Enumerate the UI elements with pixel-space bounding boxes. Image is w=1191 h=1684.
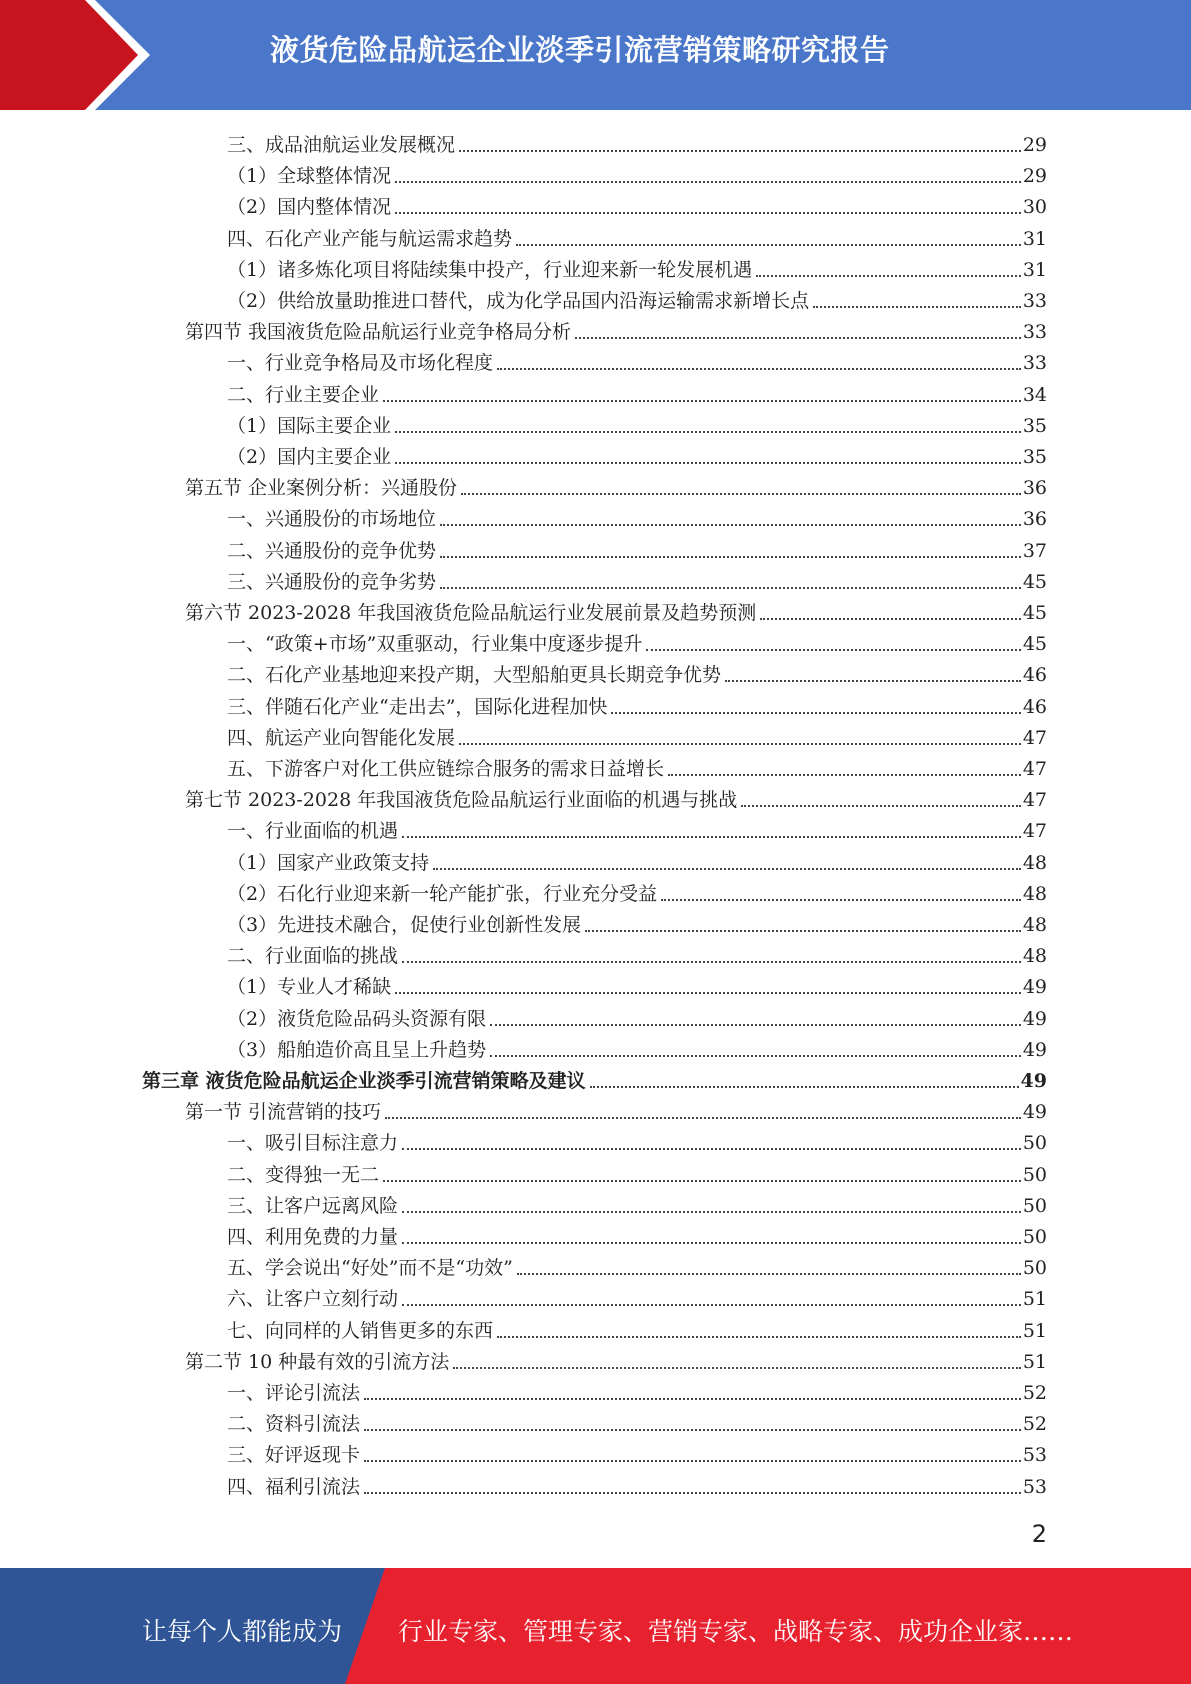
toc-entry[interactable] — [227, 1031, 1047, 1062]
toc-entry[interactable] — [185, 1343, 1047, 1374]
toc-entry-page: 51 — [1022, 1319, 1047, 1342]
toc-entry-page: 31 — [1022, 258, 1047, 281]
toc-entry-title: 一、行业竞争格局及市场化程度 — [227, 352, 494, 375]
toc-dot-leader — [760, 617, 1021, 620]
page-number: 2 — [1031, 1520, 1047, 1548]
toc-entry-page: 36 — [1022, 508, 1047, 531]
toc-entry[interactable] — [227, 188, 1047, 219]
toc-dot-leader — [385, 1116, 1021, 1119]
toc-entry-page: 48 — [1022, 914, 1047, 936]
toc-entry-title: 第四节 我国液货危险品航运行业竞争格局分析 — [185, 321, 572, 344]
toc-entry-page: 34 — [1022, 383, 1047, 406]
toc-dot-leader — [383, 1179, 1021, 1182]
toc-entry[interactable] — [227, 157, 1047, 188]
toc-dot-leader — [440, 523, 1021, 526]
toc-entry-title: 三、成品油航运业发展概况 — [227, 134, 456, 156]
toc-dot-leader — [383, 399, 1021, 402]
toc-entry-title: （2）液货危险品码头资源有限 — [227, 1007, 487, 1030]
toc-dot-leader — [490, 1023, 1021, 1026]
toc-entry[interactable] — [185, 313, 1047, 344]
toc-entry-title: （2）国内主要企业 — [227, 446, 392, 468]
toc-entry-page: 49 — [1022, 1101, 1047, 1124]
toc-dot-leader — [459, 149, 1021, 152]
toc-dot-leader — [440, 586, 1021, 589]
toc-entry[interactable] — [185, 1093, 1047, 1124]
toc-dot-leader — [364, 1397, 1021, 1400]
toc-entry-page: 47 — [1022, 820, 1047, 843]
toc-entry-title: 一、评论引流法 — [227, 1382, 361, 1404]
toc-dot-leader — [461, 492, 1021, 495]
toc-dot-leader — [402, 1147, 1021, 1150]
toc-dot-leader — [440, 555, 1021, 558]
toc-entry-title: （2）国内整体情况 — [227, 196, 392, 219]
toc-dot-leader — [459, 742, 1021, 745]
toc-entry-page: 51 — [1022, 1350, 1047, 1373]
toc-entry-title: （1）国际主要企业 — [227, 414, 392, 437]
toc-entry[interactable] — [227, 1249, 1047, 1280]
toc-entry-page: 49 — [1022, 1007, 1047, 1030]
toc-dot-leader — [402, 1303, 1021, 1306]
toc-entry[interactable] — [227, 1436, 1047, 1467]
toc-entry-title: （3）先进技术融合，促使行业创新性发展 — [227, 914, 582, 936]
toc-entry[interactable] — [227, 1218, 1047, 1249]
toc-entry-page: 45 — [1022, 633, 1047, 656]
toc-entry[interactable] — [227, 438, 1047, 469]
toc-dot-leader — [453, 1366, 1021, 1369]
toc-entry[interactable] — [227, 1312, 1047, 1343]
toc-entry-page: 53 — [1022, 1475, 1047, 1498]
toc-entry-title: 二、资料引流法 — [227, 1413, 361, 1436]
toc-entry-page: 31 — [1022, 227, 1047, 250]
toc-entry-page: 35 — [1022, 446, 1047, 468]
toc-dot-leader — [646, 648, 1020, 651]
toc-entry-page: 52 — [1022, 1382, 1047, 1404]
toc-entry[interactable] — [227, 968, 1047, 999]
toc-entry[interactable] — [227, 532, 1047, 563]
toc-dot-leader — [395, 430, 1021, 433]
toc-entry[interactable] — [185, 469, 1047, 500]
toc-entry-page: 33 — [1022, 352, 1047, 375]
toc-dot-leader — [402, 1241, 1021, 1244]
toc-entry-title: 第七节 2023-2028 年我国液货危险品航运行业面临的机遇与挑战 — [185, 789, 738, 812]
toc-entry-title: 第一节 引流营销的技巧 — [185, 1101, 382, 1124]
toc-entry-page: 49 — [1022, 976, 1047, 999]
toc-entry-page: 36 — [1022, 477, 1047, 500]
toc-dot-leader — [516, 243, 1021, 246]
toc-entry-page: 37 — [1022, 539, 1047, 562]
toc-entry-title: 四、石化产业产能与航运需求趋势 — [227, 227, 513, 250]
toc-entry-page: 52 — [1022, 1413, 1047, 1436]
toc-entry-page: 50 — [1022, 1257, 1047, 1280]
toc-entry[interactable] — [227, 1187, 1047, 1218]
toc-entry[interactable] — [227, 126, 1047, 157]
page-header — [0, 0, 1191, 110]
toc-entry-page: 47 — [1022, 726, 1047, 749]
toc-entry-page: 33 — [1022, 321, 1047, 344]
toc-entry-page: 45 — [1022, 602, 1047, 624]
toc-dot-leader — [517, 1272, 1021, 1275]
toc-entry-title: 三、兴通股份的竞争劣势 — [227, 570, 437, 593]
toc-entry-page: 50 — [1022, 1132, 1047, 1155]
toc-entry-page: 48 — [1022, 882, 1047, 905]
toc-entry[interactable] — [227, 500, 1047, 531]
toc-entry-title: 五、学会说出“好处”而不是“功效” — [227, 1257, 513, 1280]
toc-dot-leader — [575, 336, 1021, 339]
toc-entry[interactable] — [227, 1405, 1047, 1436]
toc-entry-title: 七、向同样的人销售更多的东西 — [227, 1319, 494, 1342]
toc-dot-leader — [402, 835, 1021, 838]
toc-entry[interactable] — [142, 1062, 1047, 1093]
toc-entry[interactable] — [227, 937, 1047, 968]
toc-dot-leader — [490, 1054, 1021, 1057]
toc-entry-page: 35 — [1022, 414, 1047, 437]
toc-entry[interactable] — [227, 1280, 1047, 1311]
toc-entry[interactable] — [227, 719, 1047, 750]
toc-entry[interactable] — [227, 376, 1047, 407]
toc-entry[interactable] — [227, 625, 1047, 656]
toc-entry-title: 一、吸引目标注意力 — [227, 1132, 399, 1155]
toc-entry[interactable] — [227, 812, 1047, 843]
toc-entry[interactable] — [227, 344, 1047, 375]
toc-dot-leader — [611, 711, 1020, 714]
toc-dot-leader — [725, 679, 1021, 682]
toc-entry-title: （1）专业人才稀缺 — [227, 976, 392, 999]
toc-entry[interactable] — [185, 781, 1047, 812]
toc-entry-title: 第三章 液货危险品航运企业淡季引流营销策略及建议 — [142, 1070, 586, 1092]
toc-entry[interactable] — [227, 407, 1047, 438]
toc-entry-title: 一、行业面临的机遇 — [227, 820, 399, 843]
toc-entry-title: （2）石化行业迎来新一轮产能扩张，行业充分受益 — [227, 882, 658, 905]
toc-dot-leader — [395, 180, 1021, 183]
toc-entry-page: 47 — [1022, 789, 1047, 812]
toc-entry-page: 46 — [1022, 695, 1047, 718]
toc-entry[interactable] — [227, 282, 1047, 313]
toc-dot-leader — [668, 773, 1021, 776]
toc-dot-leader — [364, 1459, 1021, 1462]
toc-entry-title: 二、兴通股份的竞争优势 — [227, 539, 437, 562]
toc-entry-title: 二、变得独一无二 — [227, 1163, 380, 1186]
toc-entry[interactable] — [227, 220, 1047, 251]
toc-entry-title: 第六节 2023-2028 年我国液货危险品航运行业发展前景及趋势预测 — [185, 602, 757, 624]
toc-dot-leader — [402, 1210, 1021, 1213]
toc-entry-title: （3）船舶造价高且呈上升趋势 — [227, 1038, 487, 1061]
toc-entry-page: 53 — [1022, 1444, 1047, 1467]
toc-entry[interactable] — [227, 1124, 1047, 1155]
toc-dot-leader — [661, 898, 1021, 901]
toc-dot-leader — [402, 960, 1021, 963]
toc-dot-leader — [395, 461, 1021, 464]
toc-entry[interactable] — [227, 750, 1047, 781]
toc-entry[interactable] — [185, 594, 1047, 625]
toc-dot-leader — [497, 367, 1021, 370]
toc-entry-page: 48 — [1022, 851, 1047, 874]
toc-entry-title: 二、石化产业基地迎来投产期，大型船舶更具长期竞争优势 — [227, 664, 722, 687]
toc-entry-title: 三、伴随石化产业“走出去”，国际化进程加快 — [227, 695, 608, 718]
footer-slogan-right: 行业专家、管理专家、营销专家、战略专家、成功企业家…… — [398, 1617, 1074, 1646]
toc-entry-title: （1）诸多炼化项目将陆续集中投产，行业迎来新一轮发展机遇 — [227, 258, 753, 281]
toc-entry-page: 50 — [1022, 1194, 1047, 1217]
toc-entry-page: 48 — [1022, 945, 1047, 968]
toc-entry-page: 30 — [1022, 196, 1047, 219]
toc-dot-leader — [756, 274, 1021, 277]
toc-dot-leader — [741, 804, 1021, 807]
toc-entry[interactable] — [227, 844, 1047, 875]
toc-entry-title: 一、“政策+市场”双重驱动，行业集中度逐步提升 — [227, 633, 643, 656]
toc-entry-title: 二、行业面临的挑战 — [227, 945, 399, 968]
toc-dot-leader — [585, 929, 1021, 932]
toc-entry-title: 二、行业主要企业 — [227, 383, 380, 406]
toc-entry-page: 46 — [1022, 664, 1047, 687]
toc-entry-title: 第二节 10 种最有效的引流方法 — [185, 1350, 450, 1373]
toc-dot-leader — [813, 305, 1021, 308]
toc-entry-page: 45 — [1022, 570, 1047, 593]
toc-dot-leader — [364, 1491, 1021, 1494]
toc-entry-page: 47 — [1022, 758, 1047, 780]
toc-entry-page: 51 — [1022, 1288, 1047, 1311]
toc-entry[interactable] — [227, 1374, 1047, 1405]
toc-entry[interactable] — [227, 251, 1047, 282]
toc-entry[interactable] — [227, 1156, 1047, 1187]
footer-slogan-left: 让每个人都能成为 — [142, 1617, 343, 1646]
toc-entry[interactable] — [227, 688, 1047, 719]
toc-dot-leader — [364, 1428, 1021, 1431]
toc-dot-leader — [395, 991, 1021, 994]
toc-entry[interactable] — [227, 563, 1047, 594]
toc-entry-title: （1）国家产业政策支持 — [227, 851, 430, 874]
toc-entry-page: 29 — [1022, 134, 1047, 156]
toc-entry-page: 50 — [1022, 1163, 1047, 1186]
toc-entry-page: 29 — [1022, 165, 1047, 188]
toc-entry-page: 49 — [1020, 1070, 1047, 1092]
toc-entry[interactable] — [227, 875, 1047, 906]
toc-entry-page: 33 — [1022, 290, 1047, 312]
toc-entry-title: 四、航运产业向智能化发展 — [227, 726, 456, 749]
toc-entry[interactable] — [227, 1000, 1047, 1031]
toc-entry[interactable] — [227, 906, 1047, 937]
toc-dot-leader — [395, 211, 1021, 214]
toc-entry-title: 六、让客户立刻行动 — [227, 1288, 399, 1311]
toc-entry-title: （2）供给放量助推进口替代，成为化学品国内沿海运输需求新增长点 — [227, 290, 810, 312]
toc-dot-leader — [590, 1085, 1019, 1088]
page-footer — [0, 1568, 1191, 1684]
toc-dot-leader — [433, 867, 1021, 870]
toc-entry[interactable] — [227, 1468, 1047, 1499]
toc-entry[interactable] — [227, 656, 1047, 687]
toc-entry-title: 第五节 企业案例分析：兴通股份 — [185, 477, 458, 500]
document-title: 液货危险品航运企业淡季引流营销策略研究报告 — [270, 33, 890, 67]
toc-entry-page: 50 — [1022, 1226, 1047, 1248]
toc-entry-title: 三、让客户远离风险 — [227, 1194, 399, 1217]
toc-entry-title: （1）全球整体情况 — [227, 165, 392, 188]
toc-entry-title: 三、好评返现卡 — [227, 1444, 361, 1467]
toc-entry-title: 五、下游客户对化工供应链综合服务的需求日益增长 — [227, 758, 665, 780]
toc-entry-title: 一、兴通股份的市场地位 — [227, 508, 437, 531]
toc-entry-page: 49 — [1022, 1038, 1047, 1061]
toc-entry-title: 四、利用免费的力量 — [227, 1226, 399, 1248]
toc-entry-title: 四、福利引流法 — [227, 1475, 361, 1498]
toc-dot-leader — [497, 1335, 1021, 1338]
